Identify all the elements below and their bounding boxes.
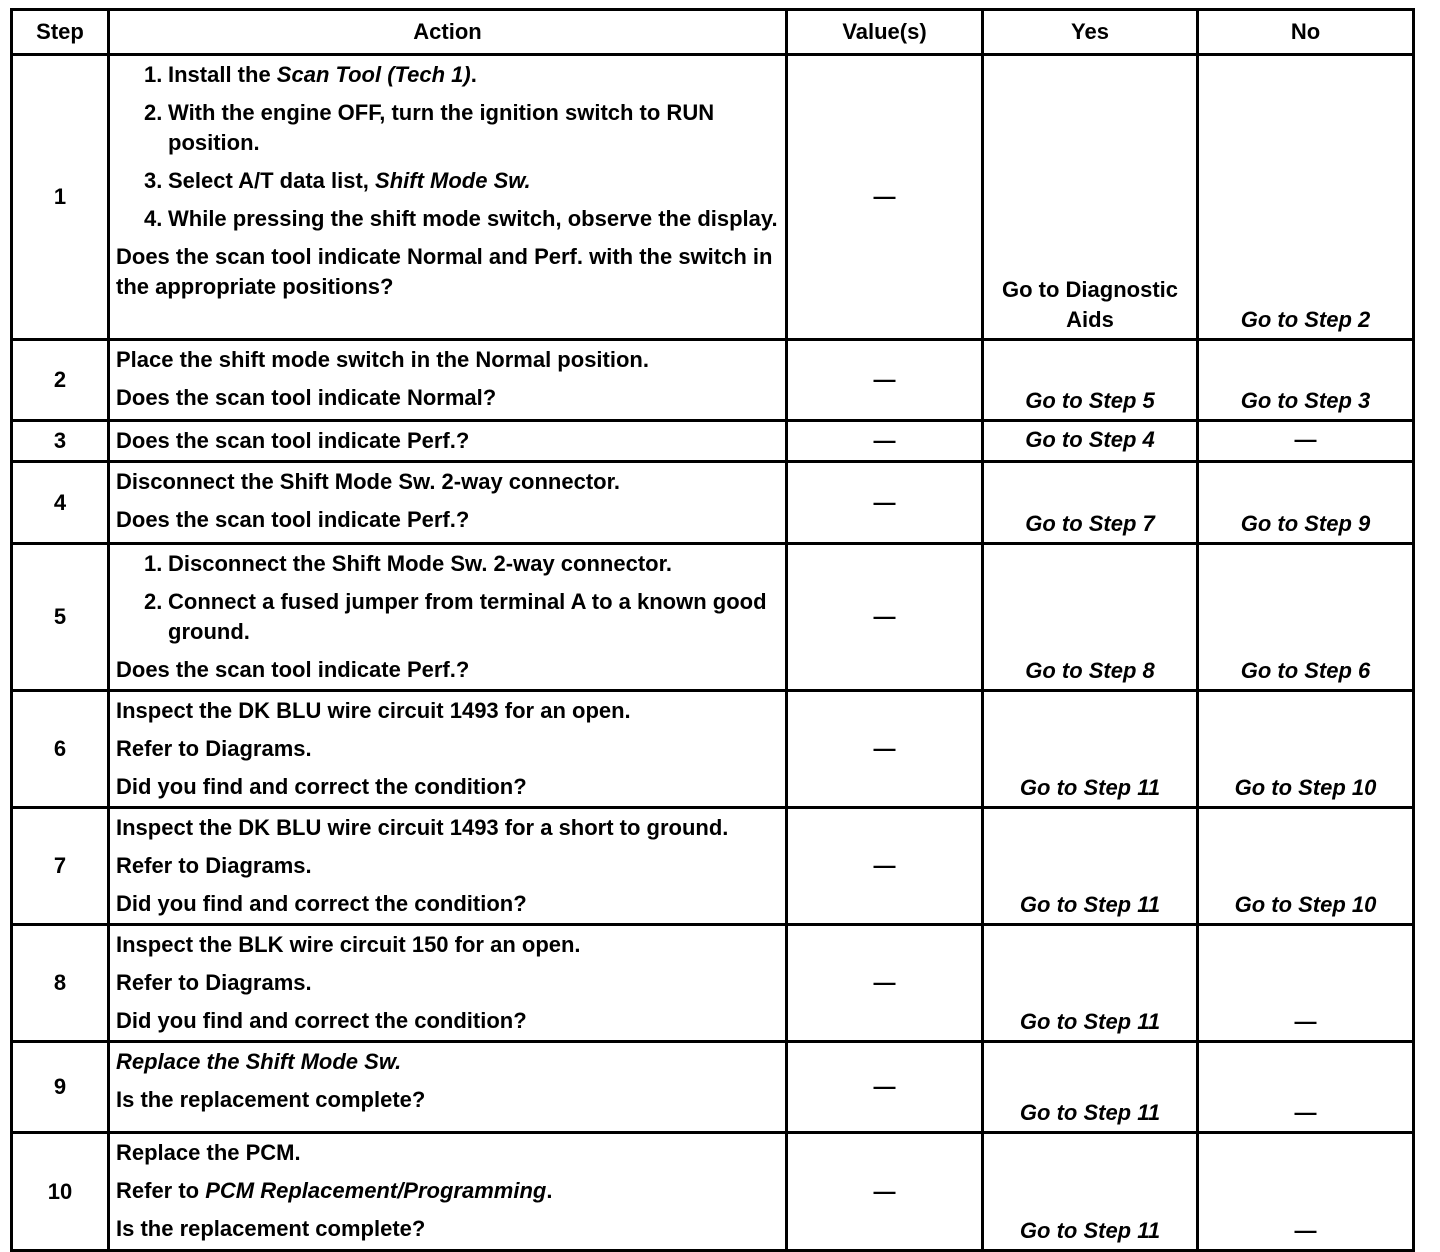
no-cell: Go to Step 3 bbox=[1198, 340, 1414, 421]
instruction-line: Refer to Diagrams. bbox=[116, 970, 312, 995]
yes-cell: Go to Diagnostic Aids bbox=[983, 55, 1198, 340]
step-number: 4 bbox=[12, 462, 109, 544]
yes-cell: Go to Step 11 bbox=[983, 808, 1198, 925]
no-cell: Go to Step 2 bbox=[1198, 55, 1414, 340]
value-cell: — bbox=[787, 691, 983, 808]
italic-reference: Scan Tool (Tech 1) bbox=[276, 62, 471, 87]
instruction-line: Is the replacement complete? bbox=[116, 1216, 426, 1241]
instruction-line: Does the scan tool indicate Normal? bbox=[116, 385, 497, 410]
action-cell bbox=[109, 340, 787, 421]
header-row bbox=[12, 10, 1414, 55]
instruction-line: Does the scan tool indicate Perf.? bbox=[116, 657, 470, 682]
table-row bbox=[12, 544, 1414, 691]
step-number: 3 bbox=[12, 421, 109, 462]
item-number: 2. bbox=[144, 100, 163, 125]
step-number: 1 bbox=[12, 55, 109, 340]
step-number: 8 bbox=[12, 925, 109, 1042]
no-cell: Go to Step 9 bbox=[1198, 462, 1414, 544]
yes-cell: Go to Step 7 bbox=[983, 462, 1198, 544]
yes-cell: Go to Step 8 bbox=[983, 544, 1198, 691]
numbered-instruction: 2. Connect a fused jumper from terminal A to a known good ground. bbox=[144, 589, 767, 644]
value-cell: — bbox=[787, 925, 983, 1042]
instruction-line: Inspect the DK BLU wire circuit 1493 for a short to ground. bbox=[116, 815, 729, 840]
table-row bbox=[12, 1133, 1414, 1251]
instruction-line: Refer to Diagrams. bbox=[116, 736, 312, 761]
table-row bbox=[12, 808, 1414, 925]
value-cell: — bbox=[787, 340, 983, 421]
action-cell bbox=[109, 808, 787, 925]
no-cell: — bbox=[1198, 1133, 1414, 1251]
step-number: 6 bbox=[12, 691, 109, 808]
value-cell: — bbox=[787, 1133, 983, 1251]
value-cell: — bbox=[787, 808, 983, 925]
table-row bbox=[12, 462, 1414, 544]
instruction-line: Inspect the DK BLU wire circuit 1493 for an open. bbox=[116, 698, 631, 723]
instruction-line: Replace the PCM. bbox=[116, 1140, 301, 1165]
step-number: 9 bbox=[12, 1042, 109, 1133]
instruction-line bbox=[116, 1047, 779, 1077]
action-cell bbox=[109, 55, 787, 340]
diagnostic-table bbox=[10, 8, 1415, 1252]
item-number: 4. bbox=[144, 206, 163, 231]
header-action: Action bbox=[109, 10, 787, 55]
no-cell: Go to Step 10 bbox=[1198, 808, 1414, 925]
value-cell: — bbox=[787, 1042, 983, 1133]
action-cell bbox=[109, 1133, 787, 1251]
no-cell: — bbox=[1198, 1042, 1414, 1133]
yes-cell: Go to Step 11 bbox=[983, 1133, 1198, 1251]
item-number: 2. bbox=[144, 589, 163, 614]
instruction-line: Refer to Diagrams. bbox=[116, 853, 312, 878]
value-cell: — bbox=[787, 544, 983, 691]
action-cell bbox=[109, 462, 787, 544]
step-number: 7 bbox=[12, 808, 109, 925]
italic-reference: Replace the Shift Mode Sw. bbox=[116, 1049, 402, 1074]
table-row bbox=[12, 421, 1414, 462]
yes-cell: Go to Step 5 bbox=[983, 340, 1198, 421]
numbered-instruction: 3. Select A/T data list, Shift Mode Sw. bbox=[116, 166, 779, 196]
step-number: 10 bbox=[12, 1133, 109, 1251]
instruction-line: Did you find and correct the condition? bbox=[116, 1008, 527, 1033]
yes-cell: Go to Step 4 bbox=[983, 421, 1198, 462]
header-no: No bbox=[1198, 10, 1414, 55]
instruction-line: Does the scan tool indicate Perf.? bbox=[116, 507, 470, 532]
table-row bbox=[12, 925, 1414, 1042]
value-cell: — bbox=[787, 55, 983, 340]
italic-reference: Shift Mode Sw. bbox=[375, 168, 531, 193]
action-cell bbox=[109, 1042, 787, 1133]
instruction-line: Did you find and correct the condition? bbox=[116, 774, 527, 799]
numbered-instruction: 4. While pressing the shift mode switch, observe the display. bbox=[116, 204, 779, 234]
instruction-line: Disconnect the Shift Mode Sw. 2-way connector. bbox=[116, 469, 621, 494]
header-value: Value(s) bbox=[787, 10, 983, 55]
item-number: 1. bbox=[144, 551, 163, 576]
instruction-line: Inspect the BLK wire circuit 150 for an open. bbox=[116, 932, 581, 957]
numbered-instruction: 1. Install the Scan Tool (Tech 1). bbox=[116, 60, 779, 90]
table-body bbox=[12, 55, 1414, 1251]
yes-cell: Go to Step 11 bbox=[983, 1042, 1198, 1133]
instruction-line: Is the replacement complete? bbox=[116, 1087, 426, 1112]
item-number: 3. bbox=[144, 168, 163, 193]
action-cell bbox=[109, 544, 787, 691]
header-step: Step bbox=[12, 10, 109, 55]
step-number: 2 bbox=[12, 340, 109, 421]
instruction-line: Does the scan tool indicate Normal and Perf. with the switch in the appropriate positions? bbox=[116, 244, 773, 299]
no-cell: — bbox=[1198, 925, 1414, 1042]
action-cell bbox=[109, 421, 787, 462]
value-cell: — bbox=[787, 462, 983, 544]
action-cell bbox=[109, 691, 787, 808]
table-row bbox=[12, 691, 1414, 808]
item-number: 1. bbox=[144, 62, 163, 87]
numbered-instruction: 1. Disconnect the Shift Mode Sw. 2-way connector. bbox=[116, 549, 779, 579]
yes-cell: Go to Step 11 bbox=[983, 691, 1198, 808]
instruction-line: Refer to PCM Replacement/Programming. bbox=[116, 1178, 553, 1203]
numbered-instruction: 2. With the engine OFF, turn the ignition switch to RUN position. bbox=[144, 100, 715, 155]
no-cell: Go to Step 6 bbox=[1198, 544, 1414, 691]
no-cell: Go to Step 10 bbox=[1198, 691, 1414, 808]
action-cell bbox=[109, 925, 787, 1042]
no-cell: — bbox=[1198, 421, 1414, 462]
instruction-line: Place the shift mode switch in the Normal position. bbox=[116, 347, 649, 372]
table-row bbox=[12, 340, 1414, 421]
yes-cell: Go to Step 11 bbox=[983, 925, 1198, 1042]
header-yes: Yes bbox=[983, 10, 1198, 55]
italic-reference: PCM Replacement/Programming bbox=[205, 1178, 547, 1203]
instruction-line: Does the scan tool indicate Perf.? bbox=[116, 428, 470, 453]
table-row bbox=[12, 1042, 1414, 1133]
instruction-line: Did you find and correct the condition? bbox=[116, 891, 527, 916]
step-number: 5 bbox=[12, 544, 109, 691]
table-row bbox=[12, 55, 1414, 340]
value-cell: — bbox=[787, 421, 983, 462]
